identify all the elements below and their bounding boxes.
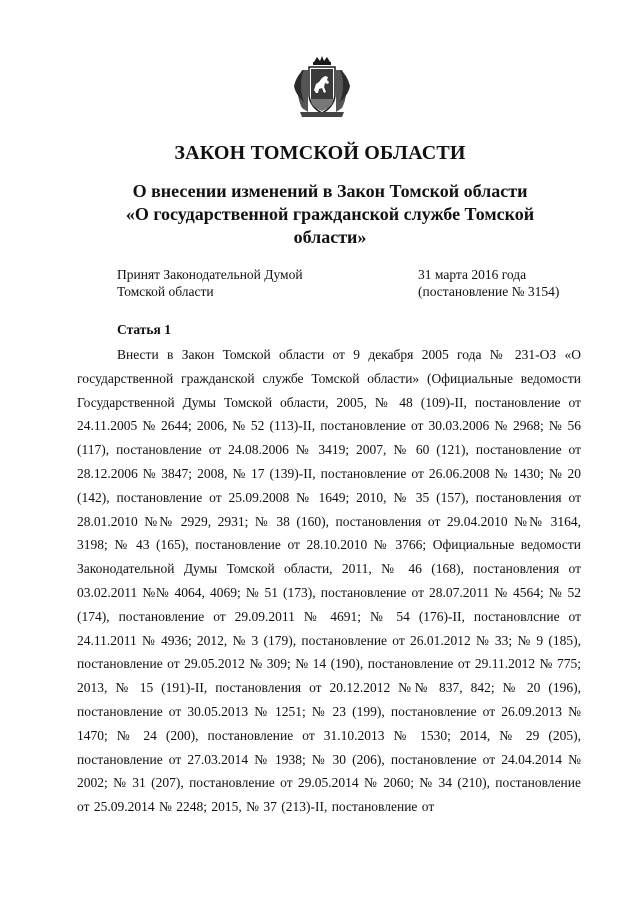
adopted-by [117,266,367,300]
coat-of-arms-icon [292,56,352,120]
subtitle-line: О внесении изменений в Закон Томской области [132,181,528,201]
adoption-date [418,266,598,300]
law-subtitle [100,180,560,249]
adoption-date-line: 31 марта 2016 года [418,267,527,282]
resolution-number: (постановление № 3154) [418,284,560,299]
article-heading: Статья 1 [117,322,171,337]
subtitle-line: «О государственной гражданской службе Томской [125,204,535,224]
adopted-by-line: Принят Законодательной Думой [117,267,303,282]
subtitle-line: области» [293,227,367,247]
article-body: Внести в Закон Томской области от 9 декабря 2005 года № 231-ОЗ «О государственной гражданской службе Томской области» (Официальные ведомости Государственной Думы Томской области, 2005, № 48 (109)-II, постановление от 24.11.2005 № 2644; 2006, № 52 (113)-II, постановление от 30.03.2006 № 2968; № 56 (117), постановление от 24.08.2006 № 3419; 2007, № 60 (121), постановление от 28.12.2006 № 3847; 2008, № 17 (139)-II, постановление от 26.06.2008 № 1430; № 20 (142), постановление от 25.09.2008 № 1649; 2010, № 35 (157), постановления от 28.01.2010 №№ 2929, 2931; № 38 (160), постановления от 29.04.2010 №№ 3164, 3198; № 43 (165), постановление от 28.10.2010 № 3766; Официальные ведомости Законодательной Думы Томской области, 2011, № 46 (168), постановления от 03.02.2011 №№ 4064, 4069; № 51 (173), постановление от 28.07.2011 № 4564; № 52 (174), постановление от 29.09.2011 № 4691; № 54 (176)-II, постановлсние от 24.11.2011 № 4936; 2012, № 3 (179), постановление от 26.01.2012 № 33; № 9 (185), постановление от 29.05.2012 № 309; № 14 (190), постановление от 29.11.2012 № 775; 2013, № 15 (191)-II, постановления от 20.12.2012 №№ 837, 842; № 20 (196), постановление от 30.05.2013 № 1251; № 23 (199), постановление от 26.09.2013 № 1470; № 24 (200), постановление от 31.10.2013 № 1530; 2014, № 29 (205), постановление от 27.03.2014 № 1938; № 30 (206), постановление от 24.04.2014 № 2002; № 31 (207), постановление от 29.05.2014 № 2060; № 34 (210), постановление от 25.09.2014 № 2248; 2015, № 37 (213)-II, постановление от [77,347,581,815]
adopted-by-line: Томской области [117,284,214,299]
law-title: ЗАКОН ТОМСКОЙ ОБЛАСТИ [174,142,466,164]
